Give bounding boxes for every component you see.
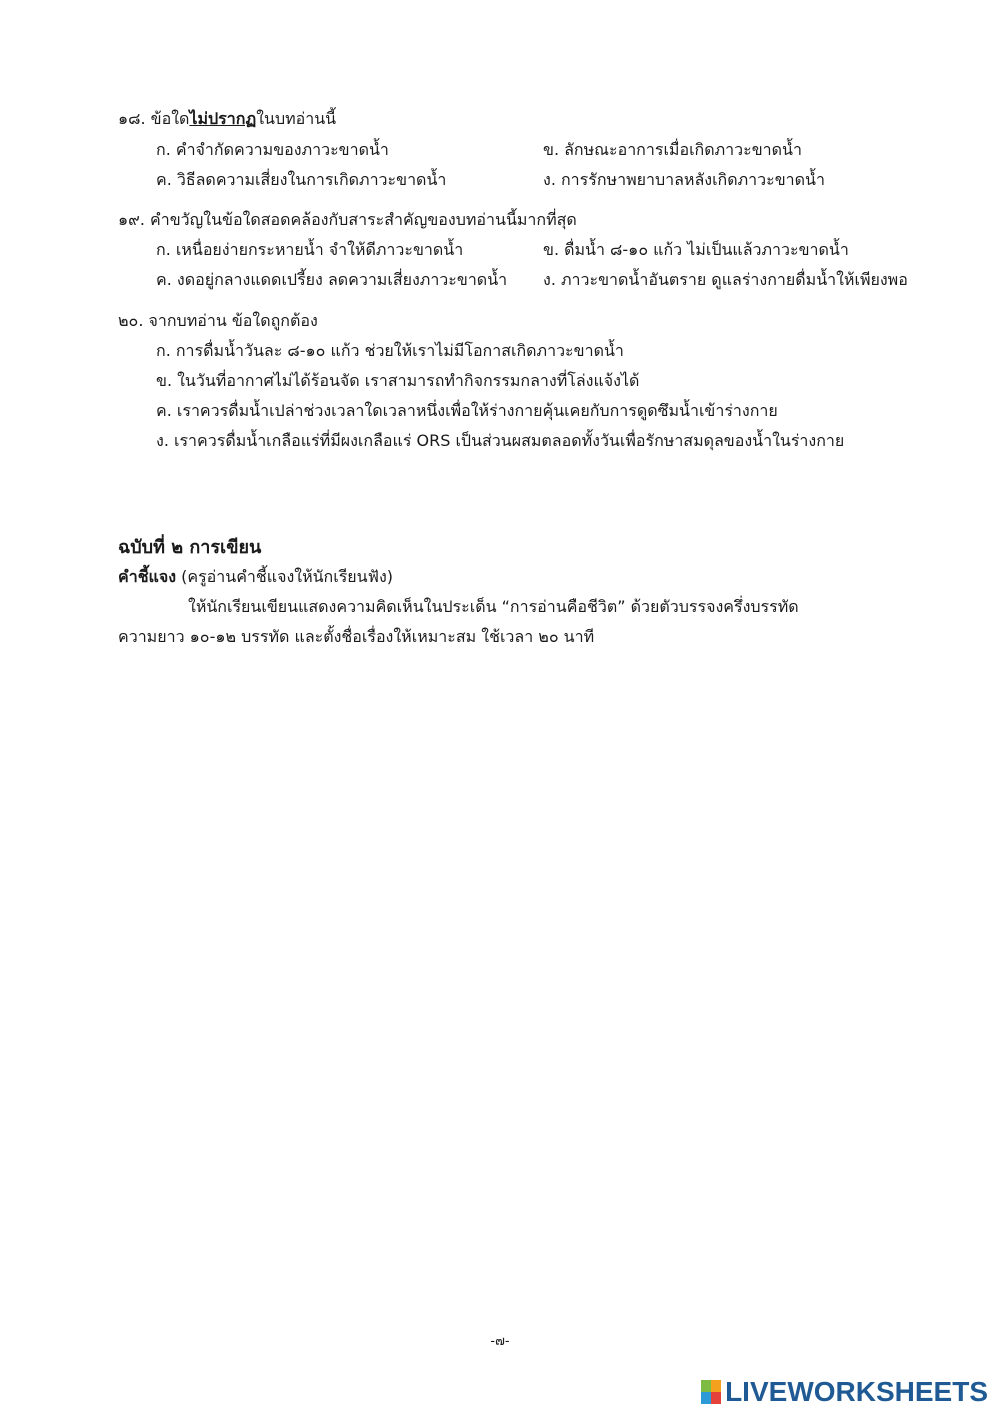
question-18 <box>118 108 336 130</box>
question-18-suffix: ในบทอ่านนี้ <box>256 109 337 128</box>
brand-text: LIVEWORKSHEETS <box>725 1376 988 1407</box>
q18-option-b[interactable]: ข. ลักษณะอาการเมื่อเกิดภาวะขาดน้ำ <box>543 140 802 159</box>
q18-option-d[interactable]: ง. การรักษาพยาบาลหลังเกิดภาวะขาดน้ำ <box>543 170 825 189</box>
instructions-label: คำชี้แจง <box>118 567 177 586</box>
q20-option-a[interactable]: ก. การดื่มน้ำวันละ ๘-๑๐ แก้ว ช่วยให้เราไม่มีโอกาสเกิดภาวะขาดน้ำ <box>156 341 624 360</box>
page-number: -๗- <box>490 1334 510 1349</box>
q20-option-c[interactable]: ค. เราควรดื่มน้ำเปล่าช่วงเวลาใดเวลาหนึ่งเพื่อให้ร่างกายคุ้นเคยกับการดูดซึมน้ำเข้าร่างกาย <box>156 401 778 420</box>
question-18-emphasis: ไม่ปรากฏ <box>189 109 257 128</box>
section-2-title: ฉบับที่ ๒ การเขียน <box>118 537 262 558</box>
q18-option-a[interactable]: ก. คำจำกัดความของภาวะขาดน้ำ <box>156 140 389 159</box>
writing-prompt-line-1: ให้นักเรียนเขียนแสดงความคิดเห็นในประเด็น “การอ่านคือชีวิต” ด้วยตัวบรรจงครึ่งบรรทัด <box>188 597 799 616</box>
question-20: ๒๐. จากบทอ่าน ข้อใดถูกต้อง <box>118 311 318 330</box>
liveworksheets-logo-icon <box>701 1380 721 1404</box>
question-19: ๑๙. คำขวัญในข้อใดสอดคล้องกับสาระสำคัญของบทอ่านนี้มากที่สุด <box>118 210 577 229</box>
q20-option-b[interactable]: ข. ในวันที่อากาศไม่ได้ร้อนจัด เราสามารถทำกิจกรรมกลางที่โล่งแจ้งได้ <box>156 371 640 390</box>
q19-option-c[interactable]: ค. งดอยู่กลางแดดเปรี้ยง ลดความเสี่ยงภาวะขาดน้ำ <box>156 270 508 289</box>
section-2-instructions <box>118 565 393 590</box>
instructions-text: (ครูอ่านคำชี้แจงให้นักเรียนฟัง) <box>176 567 393 586</box>
q18-option-c[interactable]: ค. วิธีลดความเสี่ยงในการเกิดภาวะขาดน้ำ <box>156 170 447 189</box>
q19-option-b[interactable]: ข. ดื่มน้ำ ๘-๑๐ แก้ว ไม่เป็นแล้วภาวะขาดน้ำ <box>543 240 849 259</box>
writing-prompt-line-2: ความยาว ๑๐-๑๒ บรรทัด และตั้งชื่อเรื่องให้เหมาะสม ใช้เวลา ๒๐ นาที <box>118 627 595 646</box>
q20-option-d[interactable]: ง. เราควรดื่มน้ำเกลือแร่ที่มีผงเกลือแร่ ORS เป็นส่วนผสมตลอดทั้งวันเพื่อรักษาสมดุลของน้ำในร่างกาย <box>156 431 845 450</box>
liveworksheets-brand <box>701 1376 988 1408</box>
q19-option-d[interactable]: ง. ภาวะขาดน้ำอันตราย ดูแลร่างกายดื่มน้ำให้เพียงพอ <box>543 270 908 289</box>
question-18-prefix: ๑๘. ข้อใด <box>118 109 190 128</box>
q19-option-a[interactable]: ก. เหนื่อยง่ายกระหายน้ำ จำให้ดีภาวะขาดน้ำ <box>156 240 464 259</box>
